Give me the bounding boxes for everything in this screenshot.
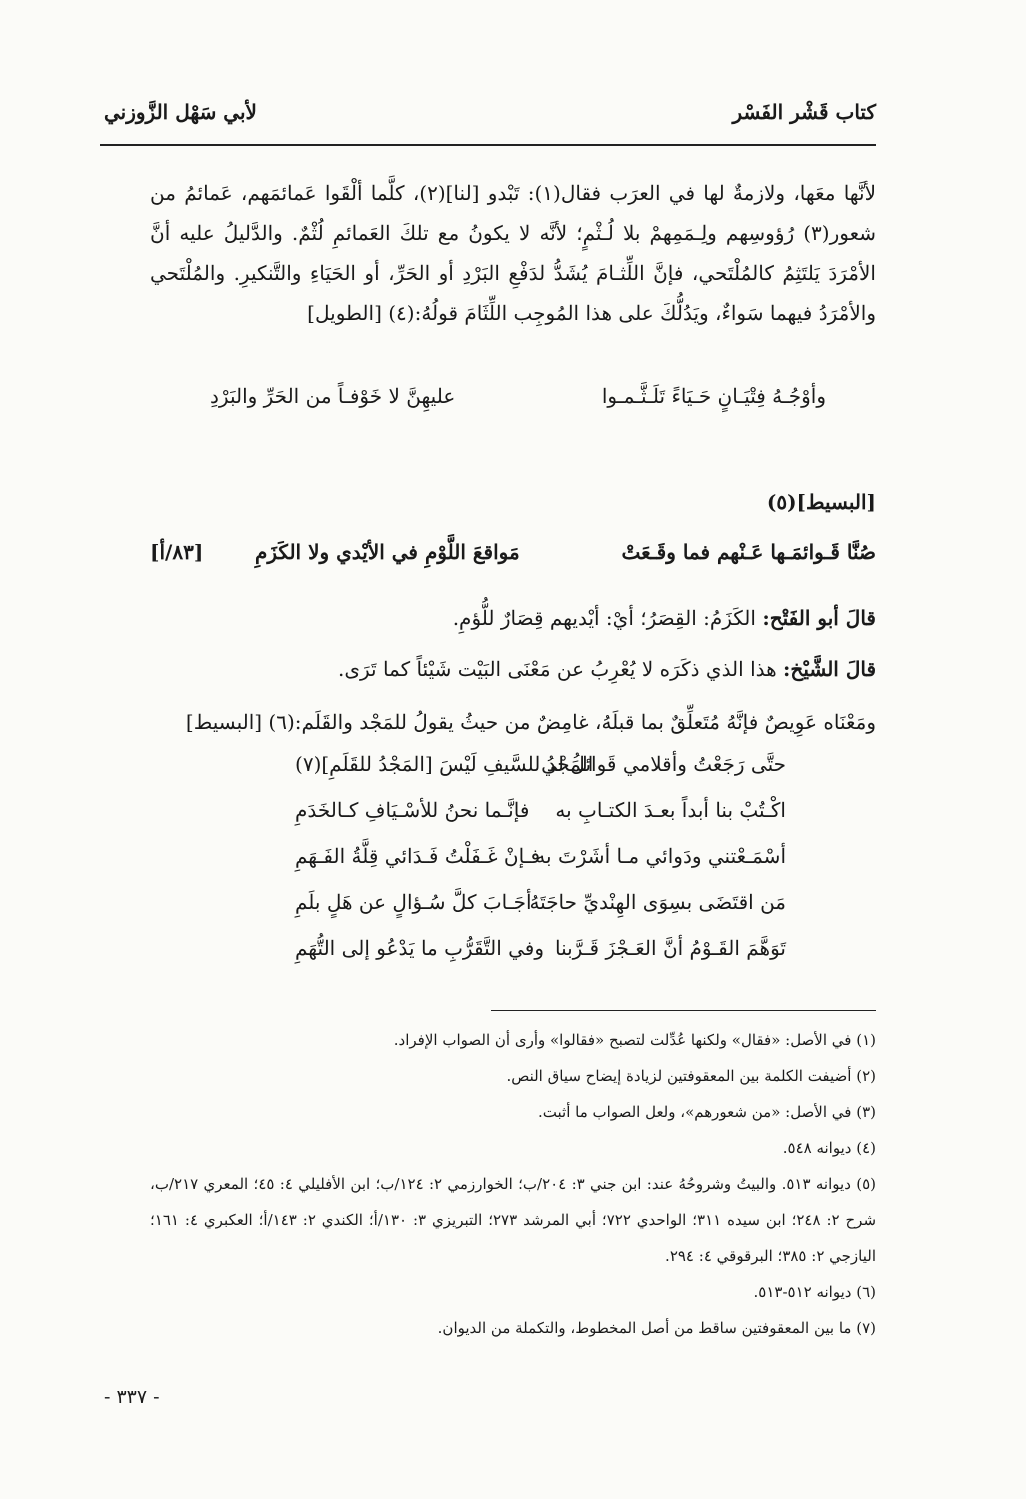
body-paragraph-2: ومَعْنَاه عَوِيصٌ فإنَّهُ مُتَعلِّقٌ بما قبلَهُ، غامِضٌ من حيثُ يقولُ للمَجْد والقَلَم:(٦) [البسيط]: [185, 710, 876, 734]
footnote: (٥) ديوانه ٥١٣. والبيتُ وشروحُهُ عند: ابن جني ٣: ٢٠٤/ب؛ الخوارزمي ٢: ١٢٤/ب؛ ابن الأفليلي ٤: ٤٥؛ المعري ٢١٧/ب، شرح ٢: ٢٤٨؛ ابن سيده ٣١١؛ الواحدي ٧٢٢؛ أبي المرشد ٢٧٣؛ التبريزي ٣: ١٣٠/أ؛ الكندي ٢: ١٤٣/أ؛ العكبري ٤: ١٦١؛ اليازجي ٢: ٣٨٥؛ البرقوقي ٤: ٢٩٤.: [150, 1175, 877, 1265]
commentator-label: قالَ أبو الفَتْح:: [762, 606, 876, 630]
verse-1: [150, 384, 876, 424]
footnote: (٣) في الأصل: «من شعورهم»، ولعل الصواب ما أثبت.: [538, 1103, 876, 1121]
commentary-alshaykh: [150, 657, 876, 681]
hemistich-1: أسْمَـعْتني ودَوائي مـا أشَرْتَ به: [535, 844, 786, 868]
poem-verse: [150, 844, 876, 890]
commentary-text: هذا الذي ذكَرَه لا يُعْرِبُ عن مَعْنَى البَيْت شَيْئاً كما تَرَى.: [337, 657, 777, 681]
footnote-rule: [491, 1010, 876, 1011]
footnote: (١) في الأصل: «فقال» ولكنها عُدِّلت لتصبح «فقالوا» وأرى أن الصواب الإفراد.: [393, 1031, 876, 1049]
hemistich-2: فـإنْ غَـفَلْتُ فَـدَائي قِلَّةُ الفَـهَمِ: [295, 844, 541, 868]
manuscript-folio-mark: [٨٣/أ]: [150, 540, 204, 564]
verse-2-hemistich-2: مَواقعَ اللَّوْمِ في الأيْدي ولا الكَزَمِ: [255, 540, 520, 564]
author-name: لأبي سَهْل الزَّوزني: [104, 100, 257, 124]
footnote: (٢) أضيفت الكلمة بين المعقوفتين لزيادة إيضاح سياق النص.: [506, 1067, 876, 1085]
book-title: كتاب قَشْر الفَسْر: [732, 100, 876, 124]
header-rule: [100, 144, 876, 146]
poem-verse: [150, 936, 876, 982]
hemistich-1: حتَّى رَجَعْتُ وأقلامي قَوائلُ لي: [541, 752, 786, 776]
hemistich-2: فإنَّـما نحنُ للأسْـيَافِ كـالخَدَمِ: [295, 798, 530, 822]
verse-2: [150, 540, 876, 580]
footnote: (٧) ما بين المعقوفتين ساقط من أصل المخطوط، والتكملة من الديوان.: [437, 1319, 876, 1337]
hemistich-1: تَوَهَّمَ القَـوْمُ أنَّ العَـجْزَ قَـرَّبنا: [554, 936, 786, 960]
running-header: [100, 96, 876, 136]
hemistich-1: اكْـتُبْ بنا أبداً بعـدَ الكتـابِ به: [555, 798, 786, 822]
footnote: (٤) ديوانه ٥٤٨.: [782, 1139, 876, 1157]
commentary-abu-alfath: [150, 606, 876, 630]
page-number: - ٣٣٧ -: [104, 1386, 160, 1408]
footnotes: [150, 1022, 876, 1346]
commentary-text: الكَزَمُ: القِصَرُ؛ أيْ: أيْديهم قِصَارٌ للُّؤمِ.: [452, 606, 756, 630]
hemistich-2: أجَـابَ كلَّ سُـؤالٍ عن هَلٍ بلَمِ: [295, 890, 532, 914]
poem-verse: [150, 752, 876, 798]
verse-2-hemistich-1: صُنَّا قَـوائمَـها عَـنْهم فما وقَـعَتْ: [621, 540, 876, 564]
poem-block: [150, 752, 876, 982]
hemistich-2: وفي التَّقَرُّبِ ما يَدْعُو إلى التُّهَمِ: [295, 936, 545, 960]
body-paragraph-1: لأنَّها معَها، ولازمةٌ لها في العرَب فقال(١): تَبْدو [لنا](٢)، كلَّما ألْقَوا عَمائمَهم، عَمائمُ من شعور(٣) رُؤوسِهم ولِـمَمِهمْ بلا لُـثْمٍ؛ لأنَّه لا يكونُ مع تلكَ العَمائمِ لُثْمٌ. والدَّليلُ عليه أنَّ الأمْرَدَ يَلتَثِمُ كالمُلْتَحي، فإنَّ اللِّثـامَ يُشَدُّ لدَفْعِ البَرْدِ أو الحَرِّ، أو الحَيَاءِ والتَّنكيرِ. والمُلْتَحي والأمْرَدُ فيهما سَواءٌ، ويَدُلُّكَ على هذا المُوجِب اللِّثَامَ قولُهُ:(٤) [الطويل]: [150, 181, 876, 325]
commentator-label: قالَ الشَّيْخ:: [783, 657, 876, 681]
hemistich-1: مَن اقتَضَى بسِوَى الهِنْديِّ حاجَتَهُ: [529, 890, 786, 914]
verse-1-hemistich-2: عليهِنَّ لا خَوْفـاً من الحَرِّ والبَرْدِ: [210, 384, 456, 408]
hemistich-2: المَجْدُ للسَّيفِ لَيْسَ [المَجْدُ للقَلَمِ](٧): [295, 752, 594, 776]
poem-verse: [150, 890, 876, 936]
poem-verse: [150, 798, 876, 844]
meter-label: [البسيط](٥): [766, 490, 876, 514]
footnote: (٦) ديوانه ٥١٢-٥١٣.: [753, 1283, 876, 1301]
verse-1-hemistich-1: وأوْجُـهُ فِتْيَـانٍ حَـيَاءً تَلَـثَّـمـوا: [601, 384, 826, 408]
